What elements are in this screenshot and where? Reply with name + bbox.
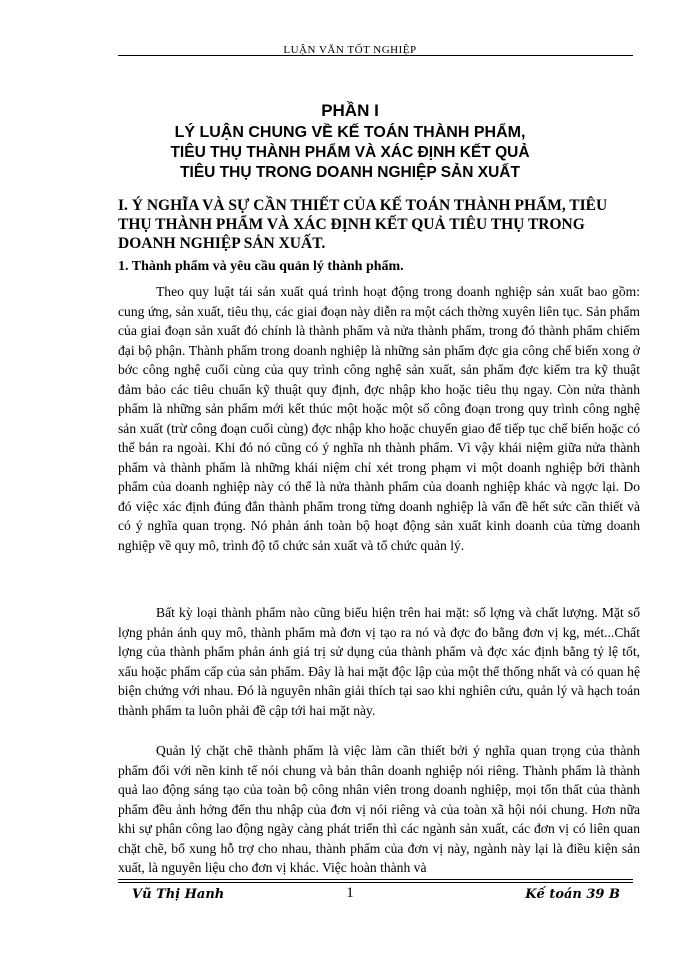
section-heading: I. Ý NGHĨA VÀ SỰ CẦN THIẾT CỦA KẾ TOÁN THÀNH PHẨM, TIÊU THỤ THÀNH PHẨM VÀ XÁC ĐỊNH KẾT QUẢ TIÊU THỤ TRONG DOANH NGHIỆP SẢN XUẤT. [118,197,608,252]
body-paragraph: Theo quy luật tái sản xuất quá trình hoạt động trong doanh nghiệp sản xuất bao gồm: cung ứng, sản xuất, tiêu thụ, các giai đoạn này diễn ra một cách thờng xuyên liên tục. Sản phẩm của giai đoạn sản xuất đó chính là thành phẩm và nửa thành phẩm, trong đó thành phẩm chiếm đại bộ phận. Thành phẩm trong doanh nghiệp là những sản phẩm đợc gia công chế biến xong ở bớc công nghệ cuối cùng của quy trình công nghệ sản xuất, sản phẩm đợc kiểm tra kỹ thuật đảm bảo các tiêu chuẩn kỹ thuật quy định, đợc nhập kho hoặc tiêu thụ ngay. Còn nửa thành phẩm là những sản phẩm mới kết thúc một hoặc một số công đoạn trong quy trình công nghệ sản xuất (trừ công đoạn cuối cùng) đợc nhập kho hoặc chuyển giao để tiếp tục chế biến hoặc có thể bán ra ngoài. Khi đó nó cũng có ý nghĩa nh thành phẩm. Vì vậy khái niệm giữa nửa thành phẩm và thành phẩm là những khái niệm chỉ xét trong phạm vi một doanh nghiệp bởi thành phẩm của doanh nghiệp này có thể là nửa thành phẩm của doanh nghiệp khác và ngợc lại. Do đó việc xác định đúng đắn thành phẩm trong từng doanh nghiệp là vấn đề hết sức cần thiết và có ý nghĩa quan trọng. Nó phản ánh toàn bộ hoạt động sản xuất kinh doanh của từng doanh nghiệp về quy mô, trình độ tổ chức sản xuất và tổ chức quản lý. [118,284,640,553]
header-divider [118,55,633,56]
part-title-line-1: LÝ LUẬN CHUNG VỀ KẾ TOÁN THÀNH PHẨM, [174,124,526,141]
part-title-line-3: TIÊU THỤ TRONG DOANH NGHIỆP SẢN XUẤT [180,164,520,181]
footer-divider [118,879,633,880]
running-header: LUẬN VĂN TỐT NGHIỆP [283,44,417,56]
part-title-line-2: TIÊU THỤ THÀNH PHẨM VÀ XÁC ĐỊNH KẾT QUẢ [170,144,530,161]
footer-author: Vũ Thị Hanh [132,887,225,902]
subsection-heading: 1. Thành phẩm và yêu cầu quản lý thành phẩm. [118,259,404,274]
body-paragraph: Quản lý chặt chẽ thành phẩm là việc làm cần thiết bởi ý nghĩa quan trọng của thành phẩm đối với nền kinh tế nói chung và bản thân doanh nghiệp nói riêng. Thành phẩm là thành quả lao động sáng tạo của toàn bộ công nhân viên trong doanh nghiệp, mọi tổn thất của thành phẩm đều ảnh hởng đến thu nhập của đơn vị nói riêng và của toàn xã hội nói chung. Hơn nữa khi sự phân công lao động ngày càng phát triển thì các ngành sản xuất, các đơn vị có liên quan chặt chẽ, bổ xung hỗ trợ cho nhau, thành phẩm của đơn vị này, ngành này lại là điều kiện sản xuất, là nguyên liệu cho đơn vị khác. Việc hoàn thành và [118,743,640,875]
page-number: 1 [346,885,354,901]
part-label: PHẦN I [321,101,379,120]
body-paragraph: Bất kỳ loại thành phẩm nào cũng biểu hiện trên hai mặt: số lợng và chất lượng. Mặt số lợng phản ánh quy mô, thành phẩm mà đơn vị tạo ra nó và đợc đo bằng đơn vị kg, mét...Chất lợng của thành phẩm phản ánh giá trị sử dụng của thành phẩm và đợc xác định bằng tỷ lệ tốt, xấu hoặc phẩm cấp của sản phẩm. Đây là hai mặt độc lập của một thể thống nhất và có quan hệ biện chứng với nhau. Đó là nguyên nhân giải thích tại sao khi nghiên cứu, quản lý và hạch toán thành phẩm ta luôn phải đề cập tới hai mặt này. [118,605,640,718]
footer-divider [118,882,633,883]
footer-class: Kế toán 39 B [525,887,620,902]
